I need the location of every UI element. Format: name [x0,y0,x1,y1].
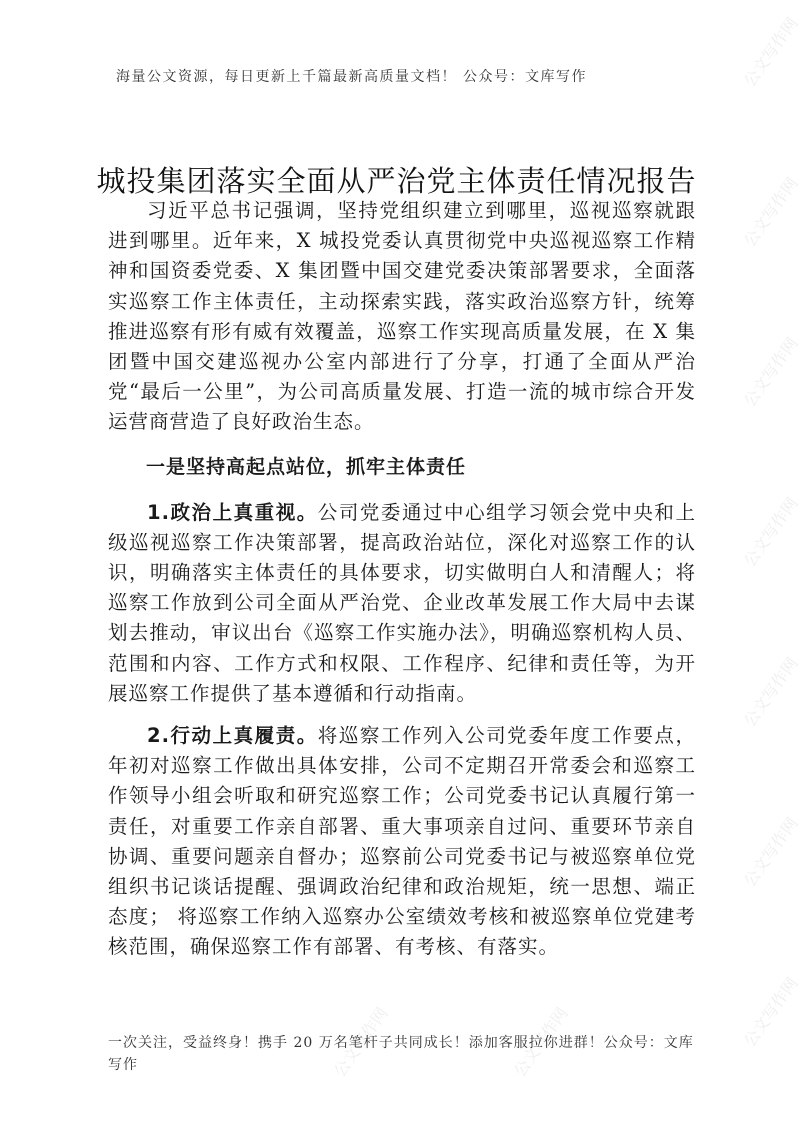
item-text: 将巡察工作列入公司党委年度工作要点，年初对巡察工作做出具体安排，公司不定期召开常委会和巡察工作领导小组会听取和研究巡察工作；公司党委书记认真履行第一责任，对重要工作亲自部署、重大事项亲自过问、重要环节亲自协调、重要问题亲自督办；巡察前公司党委书记与被巡察单位党组织书记谈话提醒、强调政治纪律和政治规矩，统一思想、端正态度； 将巡察工作纳入巡察办公室绩效考核和被巡察单位党建考核范围，确保巡察工作有部署、有考核、有落实。 [108,724,696,959]
footer-note: 一次关注，受益终身！携手 20 万名笔杆子共同成长！添加客服拉你进群！公众号：文库写作 [108,1035,694,1073]
document-body [108,196,696,963]
watermark: 公文写作网 [740,973,802,1051]
item-paragraph [108,498,696,709]
item-lead: 2.行动上真履责。 [147,724,318,748]
watermark: 公文写作网 [740,813,802,891]
watermark: 公文写作网 [740,13,802,91]
item-text: 公司党委通过中心组学习领会党中央和上级巡视巡察工作决策部署，提高政治站位，深化对巡察工作的认识，明确落实主体责任的具体要求，切实做明白人和清醒人；将巡察工作放到公司全面从严治党、企业改革发展工作大局中去谋划去推动，审议出台《巡察工作实施办法》，明确巡察机构人员、范围和内容、工作方式和权限、工作程序、纪律和责任等，为开展巡察工作提供了基本遵循和行动指南。 [108,500,696,705]
watermark: 公文写作网 [740,493,802,571]
watermark: 公文写作网 [510,1003,572,1081]
page-title: 城投集团落实全面从严治党主体责任情况报告 [96,164,697,199]
section-heading: 一是坚持高起点站位，抓牢主体责任 [146,455,467,478]
watermark: 公文写作网 [740,653,802,731]
watermark: 公文写作网 [740,333,802,411]
watermark: 公文写作网 [740,173,802,251]
item-paragraph [108,721,696,963]
watermark: 公文写作网 [330,1003,392,1081]
intro-paragraph: 习近平总书记强调，坚持党组织建立到哪里，巡视巡察就跟进到哪里。近年来，X 城投党委认真贯彻党中央巡视巡察工作精神和国资委党委、X 集团暨中国交建党委决策部署要求，全面落实巡察工作主体责任，主动探索实践，落实政治巡察方针，统筹推进巡察有形有威有效覆盖，巡察工作实现高质量发展，在 X 集团暨中国交建巡视办公室内部进行了分享，打通了全面从严治党“最后一公里”，为公司高质量发展、打造一流的城市综合开发运营商营造了良好政治生态。 [108,199,696,434]
header-note: 海量公文资源，每日更新上千篇最新高质量文档！ 公众号：文库写作 [116,69,587,85]
item-lead: 1.政治上真重视。 [147,500,318,524]
